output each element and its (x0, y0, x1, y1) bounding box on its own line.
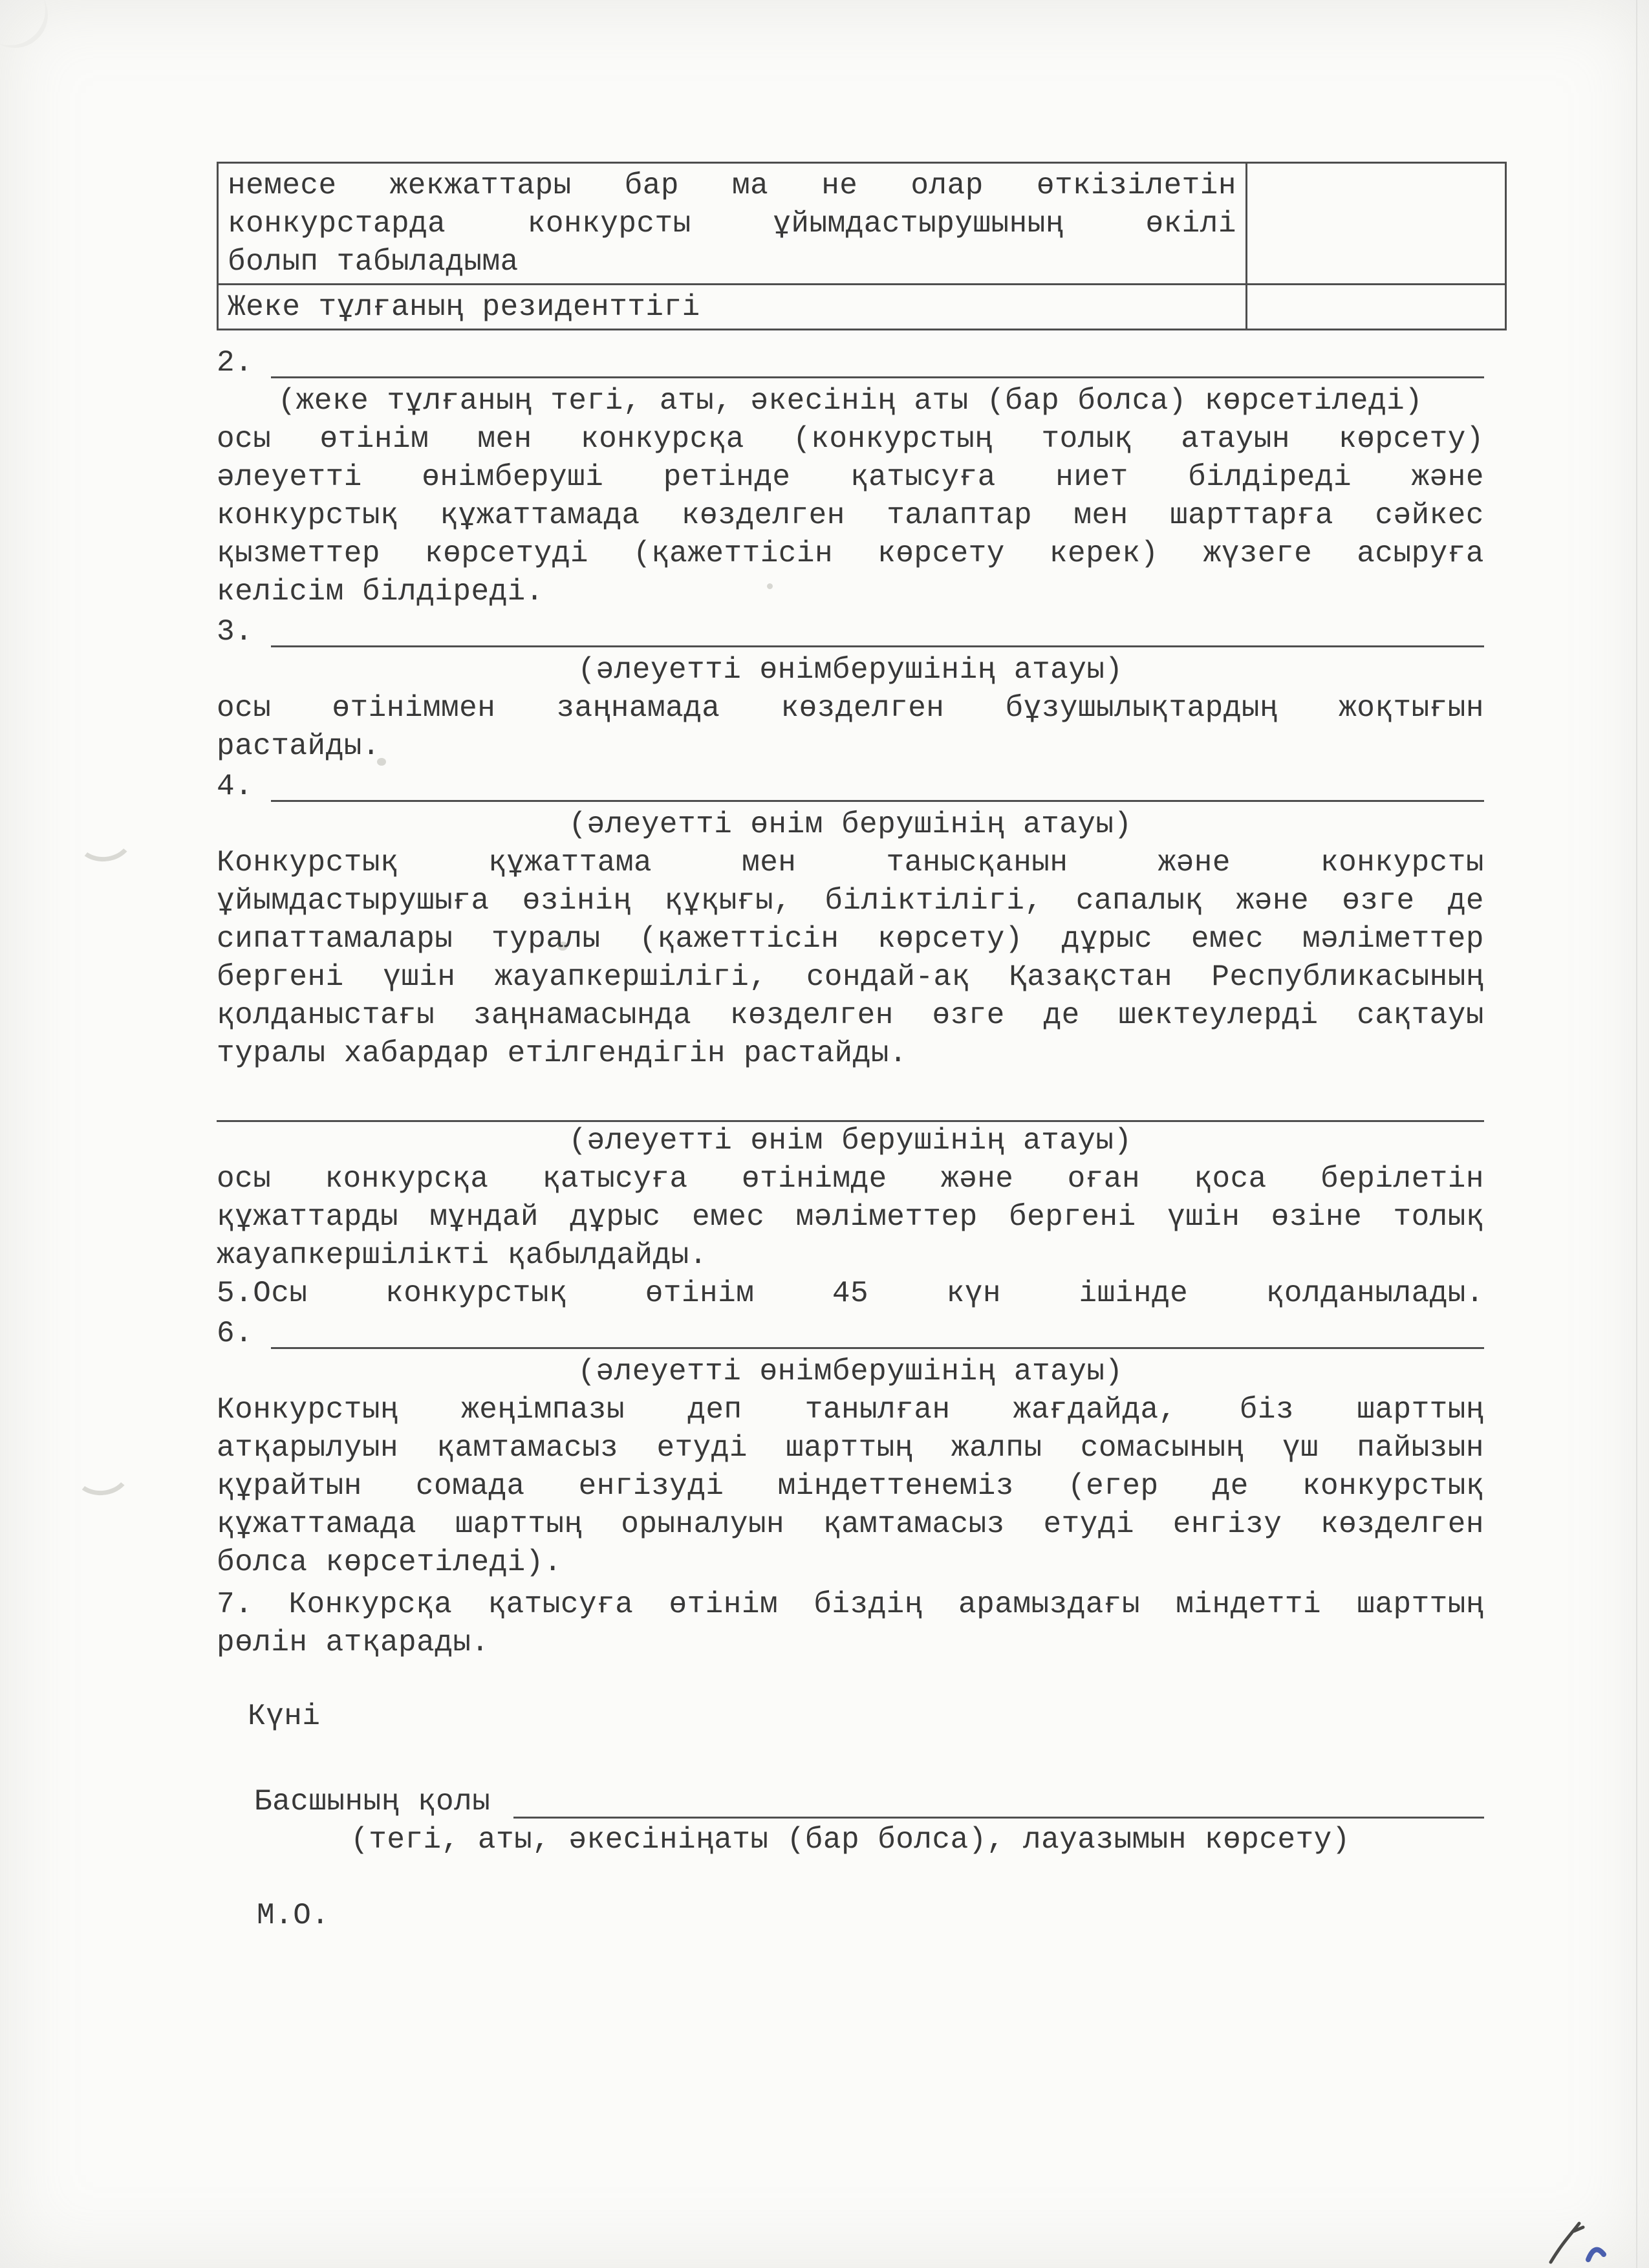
document-body (217, 162, 1484, 1935)
text-line: бергені үшін жауапкершілігі, сондай-ақ Қазақстан Республикасының (217, 960, 1484, 994)
clause-2-caption: (жеке тұлғаның тегі, аты, әкесінің аты (бар болса) көрсетіледі) (277, 384, 1423, 418)
text-line: осы өтініммен заңнамада көзделген бұзушылықтардың жоқтығын (217, 691, 1484, 725)
clause-3-heading (217, 611, 1484, 651)
clause-number: 6. (217, 1317, 253, 1350)
text-line: 7. Конкурсқа қатысуға өтінім біздің арамыздағы міндетті шарттың (217, 1588, 1484, 1621)
hole-punch-mark (70, 1444, 133, 1498)
clause-6-caption: (әлеуетті өнімберушінің атауы) (577, 1355, 1123, 1388)
table-row (218, 285, 1506, 330)
seal-label: М.О. (257, 1899, 330, 1932)
fill-in-line (271, 620, 1484, 647)
date-label: Күні (248, 1700, 321, 1733)
text-line: болып табыладыма (228, 245, 519, 279)
signature-label: Басшының қолы (254, 1785, 491, 1819)
text-line: келісім білдіреді. (217, 575, 544, 609)
page-edge-shadow (1636, 0, 1637, 2268)
table-cell-question (218, 163, 1247, 285)
signature-caption: (тегі, аты, әкесініңаты (бар болса), лауазымын көрсету) (350, 1823, 1350, 1857)
text-line: болса көрсетіледі). (217, 1546, 562, 1579)
text-line: құжаттамада шарттың орыналуын қамтамасыз етуді енгізу көзделген (217, 1507, 1484, 1541)
signature-row (217, 1778, 1484, 1821)
clause-6-heading (217, 1313, 1484, 1353)
fill-in-line (271, 1321, 1484, 1349)
text-line: қызметтер көрсетуді (қажеттісін көрсету керек) жүзеге асыруға (217, 537, 1484, 570)
table-cell-answer (1247, 163, 1506, 285)
clause-7-paragraph (217, 1586, 1484, 1662)
clause-3-caption: (әлеуетті өнімберушінің атауы) (577, 653, 1123, 687)
text-line: құжаттарды мұндай дұрыс емес мәліметтер бергені үшін өзіне толық (217, 1200, 1484, 1234)
text-line: конкурстық құжаттамада көзделген талаптар мен шарттарға сәйкес (217, 499, 1484, 532)
text-line: атқарылуын қамтамасыз етуді шарттың жалпы сомасының үш пайызын (217, 1431, 1484, 1465)
clause-5-paragraph (217, 1160, 1484, 1275)
text-line: Конкурстың жеңімпазы деп танылған жағдайда, біз шарттың (217, 1393, 1484, 1427)
signature-line (513, 1791, 1484, 1819)
text-line: туралы хабардар етілгендігін растайды. (217, 1037, 907, 1070)
text-line: ұйымдастырушыға өзінің құқығы, біліктілігі, сапалық және өзге де (217, 884, 1484, 918)
clause-5-validity-line: 5.Осы конкурстық өтінім 45 күн ішінде қолданылады. (217, 1277, 1484, 1310)
text-line: Жеке тұлғаның резиденттігі (228, 290, 700, 324)
hole-punch-mark (72, 810, 135, 864)
text-line: құрайтын сомада енгізуді міндеттенеміз (егер де конкурстық (217, 1469, 1484, 1503)
table-row (218, 163, 1506, 285)
clause-3-paragraph (217, 689, 1484, 766)
fill-in-line (271, 774, 1484, 802)
text-line: әлеуетті өнімберуші ретінде қатысуға ниет білдіреді және (217, 460, 1484, 494)
clause-number: 3. (217, 615, 253, 649)
text-line: конкурстарда конкурсты ұйымдастырушының өкілі (228, 207, 1236, 241)
text-line: сипаттамалары туралы (қажеттісін көрсету) дұрыс емес мәліметтер (217, 922, 1484, 956)
table-cell-answer (1247, 285, 1506, 330)
text-line: жауапкершілікті қабылдайды. (217, 1238, 707, 1272)
clause-5-caption: (әлеуетті өнім берушінің атауы) (568, 1124, 1132, 1158)
clause-6-paragraph (217, 1391, 1484, 1582)
criteria-table (217, 162, 1507, 330)
clause-number: 2. (217, 346, 253, 380)
clause-4-caption: (әлеуетті өнім берушінің атауы) (568, 808, 1132, 841)
page-fold-corner (0, 0, 45, 45)
fill-in-line (271, 351, 1484, 378)
text-line: осы өтінім мен конкурсқа (конкурстың толық атауын көрсету) (217, 422, 1484, 456)
pen-mark (1546, 2205, 1623, 2267)
clause-2-paragraph (217, 420, 1484, 611)
text-line: қолданыстағы заңнамасында көзделген өзге де шектеулерді сақтауы (217, 999, 1484, 1032)
text-line: немесе жекжаттары бар ма не олар өткізілетін (228, 169, 1236, 202)
text-line: Конкурстық құжаттама мен танысқанын және конкурсты (217, 846, 1484, 880)
table-cell-question (218, 285, 1247, 330)
text-line: осы конкурсқа қатысуға өтінімде және оған қоса берілетін (217, 1162, 1484, 1196)
text-line: растайды. (217, 729, 380, 763)
text-line: рөлін атқарады. (217, 1626, 490, 1659)
clause-2-heading (217, 342, 1484, 382)
clause-4-heading (217, 766, 1484, 806)
fill-in-line (217, 1082, 1484, 1122)
clause-4-paragraph (217, 844, 1484, 1073)
clause-number: 4. (217, 770, 253, 803)
